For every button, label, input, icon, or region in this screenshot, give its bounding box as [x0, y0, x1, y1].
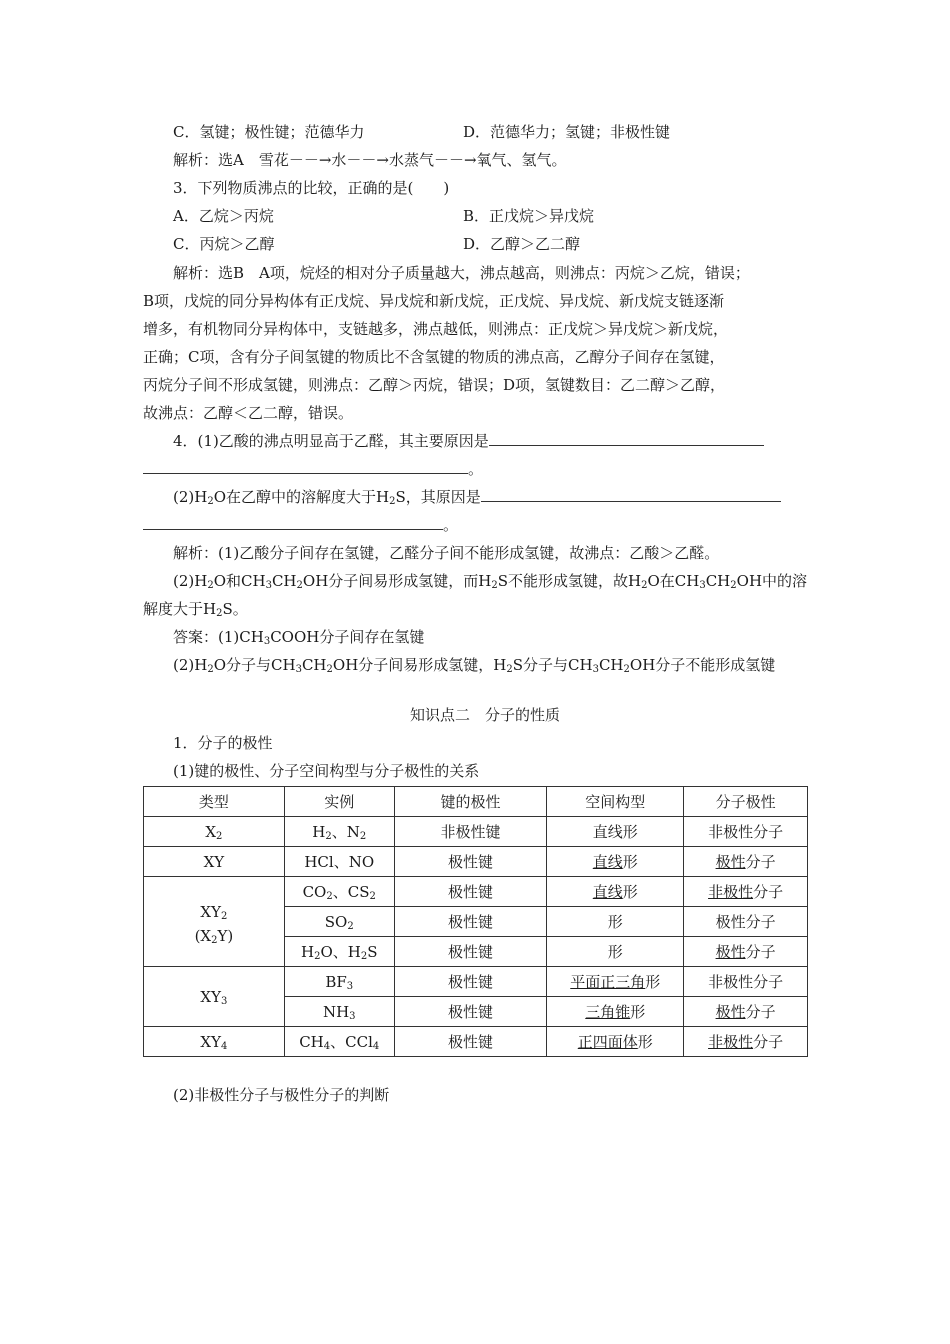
text-span: CH	[598, 656, 624, 674]
section-title: 知识点二 分子的性质	[410, 706, 561, 724]
subscript: 4	[221, 1040, 228, 1052]
text-span: S不能形成氢键，故H	[497, 572, 642, 590]
type-line	[144, 926, 284, 946]
text-span: 分子	[745, 1002, 776, 1021]
text-span: 、CS	[332, 882, 370, 901]
subscript: 2	[730, 580, 737, 591]
text-span: S分子与CH	[512, 656, 593, 674]
subscript: 4	[372, 1040, 380, 1052]
underlined-answer: 正四面体	[577, 1032, 638, 1051]
text-span: NH	[322, 1002, 350, 1021]
text-span: OH分子间易形成氢键，H	[332, 656, 507, 674]
type-cell	[144, 877, 285, 967]
underlined-answer: 三角锥	[585, 1002, 631, 1021]
bond-cell: 极性键	[394, 937, 547, 967]
underlined-answer: 极性	[715, 1002, 746, 1021]
answer-q4-line1	[173, 627, 424, 647]
question-3: 3．下列物质沸点的比较，正确的是( )	[173, 179, 450, 197]
text-span: 形	[637, 1032, 653, 1051]
bond-cell: 极性键	[394, 1027, 547, 1057]
subscript: 4	[323, 1040, 331, 1052]
answer-blank[interactable]	[481, 487, 781, 502]
answer-q4-line2	[173, 655, 775, 675]
polarity-table	[143, 786, 808, 1057]
text-span: (2)H	[173, 572, 208, 590]
analysis-q3-line5: 丙烷分子间不形成氢键，则沸点：乙醇＞丙烷，错误；D项，氢键数目：乙二醇＞乙醇，	[143, 376, 726, 394]
header-cell: 键的极性	[394, 787, 547, 817]
subscript: 2	[326, 890, 333, 902]
bond-cell: 极性键	[394, 907, 547, 937]
text-span: SO	[324, 912, 348, 931]
shape-cell: 形	[547, 907, 684, 937]
text-span: 形	[645, 972, 661, 991]
subscript: 3	[592, 664, 599, 675]
option-d: D．范德华力；氢键；非极性键	[463, 123, 671, 141]
polarity-cell	[684, 997, 808, 1027]
text-span: XY	[200, 902, 221, 921]
subsection-1: 1．分子的极性	[173, 734, 273, 752]
text-span: OH中的溶	[736, 572, 808, 590]
analysis-q3-line4: 正确；C项，含有分子间氢键的物质比不含氢键的物质的沸点高，乙醇分子间存在氢键，	[143, 348, 725, 366]
subscript: 2	[623, 664, 630, 675]
analysis-q3-line1: 解析：选B A项，烷烃的相对分子质量越大，沸点越高，则沸点：丙烷＞乙烷，错误；	[173, 264, 750, 282]
text-span: (2)H	[173, 488, 208, 506]
text-span: XY	[200, 987, 221, 1006]
subscript: 3	[221, 995, 228, 1007]
table-row	[144, 967, 808, 997]
text-span: CO	[302, 882, 327, 901]
text-span: CH	[271, 572, 297, 590]
example-cell	[284, 997, 394, 1027]
underlined-answer: 直线	[592, 852, 623, 871]
shape-cell: 形	[547, 937, 684, 967]
polarity-cell: 非极性分子	[684, 817, 808, 847]
end-mark: 。	[443, 516, 459, 534]
subscript: 2	[641, 580, 648, 591]
shape-cell	[547, 1027, 684, 1057]
subscript: 2	[326, 664, 333, 675]
option-b: B．正戊烷＞异戊烷	[463, 207, 595, 225]
text-span: H	[300, 942, 315, 961]
text-span: X	[205, 822, 217, 841]
text-span: CH	[705, 572, 731, 590]
table-row	[144, 877, 808, 907]
text-span: Y)	[217, 926, 234, 945]
text-span: 分子	[745, 852, 776, 871]
subscript: 3	[349, 1010, 356, 1022]
header-cell: 分子极性	[684, 787, 808, 817]
text-span: 、CCl	[330, 1032, 373, 1051]
shape-cell	[547, 967, 684, 997]
subscript: 2	[207, 664, 214, 675]
text-span: CH	[301, 656, 327, 674]
question-4-part1-text: 4．(1)乙酸的沸点明显高于乙醛，其主要原因是	[173, 432, 489, 450]
text-span: OH分子不能形成氢键	[629, 656, 776, 674]
subscript: 2	[221, 910, 228, 922]
type-cell: XY	[144, 847, 285, 877]
option-c: C．丙烷＞乙醇	[173, 235, 275, 253]
text-span: OH分子间易形成氢键，而H	[302, 572, 492, 590]
example-cell: HCl、NO	[284, 847, 394, 877]
underlined-answer: 非极性	[708, 1032, 754, 1051]
type-line	[144, 898, 284, 926]
subscript: 2	[207, 580, 214, 591]
analysis-q3-line2: B项，戊烷的同分异构体有正戊烷、异戊烷和新戊烷，正戊烷、异戊烷、新戊烷支链逐渐	[143, 292, 725, 310]
text-span: 形	[622, 882, 638, 901]
option-a: A．乙烷＞丙烷	[173, 207, 274, 225]
polarity-cell	[684, 937, 808, 967]
analysis-q3-line6: 故沸点：乙醇＜乙二醇，错误。	[143, 404, 354, 422]
text-span: CH	[299, 1032, 324, 1051]
bond-cell: 非极性键	[394, 817, 547, 847]
bond-cell: 极性键	[394, 997, 547, 1027]
header-cell: 类型	[144, 787, 285, 817]
bond-cell: 极性键	[394, 877, 547, 907]
text-span: BF	[325, 972, 347, 991]
analysis-q4-line3	[143, 599, 248, 619]
text-span: S，其原因是	[395, 488, 481, 506]
subscript: 2	[296, 580, 303, 591]
subsection-1-1: (1)键的极性、分子空间构型与分子极性的关系	[173, 762, 480, 780]
subscript: 2	[211, 934, 218, 946]
text-span: 分子	[745, 942, 776, 961]
polarity-cell: 极性分子	[684, 907, 808, 937]
subscript: 3	[263, 636, 271, 647]
example-cell	[284, 907, 394, 937]
underlined-answer: 直线	[592, 882, 623, 901]
underlined-answer: 极性	[715, 852, 746, 871]
subscript: 2	[491, 580, 498, 591]
underlined-answer: 极性	[715, 942, 746, 961]
option-c: C．氢键；极性键；范德华力	[173, 123, 365, 141]
analysis-q2: 解析：选A 雪花－－→水－－→水蒸气－－→氧气、氢气。	[173, 151, 567, 169]
subscript: 2	[389, 496, 396, 507]
text-span: O、H	[320, 942, 361, 961]
subsection-1-2: (2)非极性分子与极性分子的判断	[173, 1086, 390, 1104]
text-span: 形	[622, 852, 638, 871]
text-span: S。	[222, 600, 248, 618]
option-d: D．乙醇＞乙二醇	[463, 235, 581, 253]
shape-cell	[547, 847, 684, 877]
subscript: 2	[347, 920, 354, 932]
table-row	[144, 847, 808, 877]
text-span: O分子与CH	[213, 656, 296, 674]
text-span: (2)H	[173, 656, 208, 674]
shape-cell	[547, 877, 684, 907]
question-4-part2-cont	[143, 515, 458, 535]
bond-cell: 极性键	[394, 967, 547, 997]
subscript: 3	[295, 664, 302, 675]
subscript: 2	[506, 664, 513, 675]
text-span: S	[367, 942, 378, 961]
text-span: COOH分子间存在氢键	[270, 628, 425, 646]
subscript: 2	[216, 830, 223, 842]
underlined-answer: 非极性	[708, 882, 754, 901]
text-span: 分子	[753, 882, 784, 901]
example-cell	[284, 877, 394, 907]
end-mark: 。	[468, 460, 484, 478]
subscript: 2	[325, 830, 332, 842]
polarity-cell	[684, 1027, 808, 1057]
type-cell	[144, 967, 285, 1027]
text-span: 分子	[753, 1032, 784, 1051]
header-cell: 实例	[284, 787, 394, 817]
analysis-q4-line2	[173, 571, 807, 591]
example-cell	[284, 967, 394, 997]
subscript: 2	[207, 496, 214, 507]
text-span: XY	[200, 1032, 221, 1051]
table-header-row	[144, 787, 808, 817]
analysis-q4-line1: 解析：(1)乙酸分子间存在氢键，乙醛分子间不能形成氢键，故沸点：乙酸＞乙醛。	[173, 544, 720, 562]
polarity-cell	[684, 877, 808, 907]
subscript: 2	[359, 830, 367, 842]
text-span: O在乙醇中的溶解度大于H	[213, 488, 390, 506]
subscript: 2	[369, 890, 376, 902]
answer-blank[interactable]	[489, 431, 764, 446]
polarity-cell	[684, 847, 808, 877]
text-span: 形	[630, 1002, 646, 1021]
table-row	[144, 1027, 808, 1057]
example-cell	[284, 937, 394, 967]
answer-blank[interactable]	[143, 459, 468, 474]
subscript: 2	[216, 608, 223, 619]
text-span: O在CH	[647, 572, 700, 590]
shape-cell: 直线形	[547, 817, 684, 847]
question-4-part1-cont	[143, 459, 483, 479]
example-cell	[284, 1027, 394, 1057]
analysis-q3-line3: 增多，有机物同分异构体中，支链越多，沸点越低，则沸点：正戊烷＞异戊烷＞新戊烷，	[143, 320, 729, 338]
subscript: 3	[265, 580, 272, 591]
type-cell	[144, 817, 285, 847]
text-span: (X	[194, 926, 212, 945]
table-row	[144, 817, 808, 847]
text-span: 解度大于H	[143, 600, 217, 618]
answer-blank[interactable]	[143, 515, 443, 530]
subscript: 2	[360, 950, 368, 962]
text-span: O和CH	[213, 572, 266, 590]
polarity-cell: 非极性分子	[684, 967, 808, 997]
bond-cell: 极性键	[394, 847, 547, 877]
subscript: 3	[699, 580, 706, 591]
type-cell	[144, 1027, 285, 1057]
underlined-answer: 平面正三角	[570, 972, 646, 991]
question-4-part2	[173, 487, 781, 507]
text-span: H	[312, 822, 326, 841]
shape-cell	[547, 997, 684, 1027]
example-cell	[284, 817, 394, 847]
text-span: 、N	[331, 822, 360, 841]
subscript: 3	[346, 980, 354, 992]
subscript: 2	[314, 950, 321, 962]
text-span: 答案：(1)CH	[173, 628, 264, 646]
header-cell: 空间构型	[547, 787, 684, 817]
question-4-part1	[173, 431, 764, 451]
